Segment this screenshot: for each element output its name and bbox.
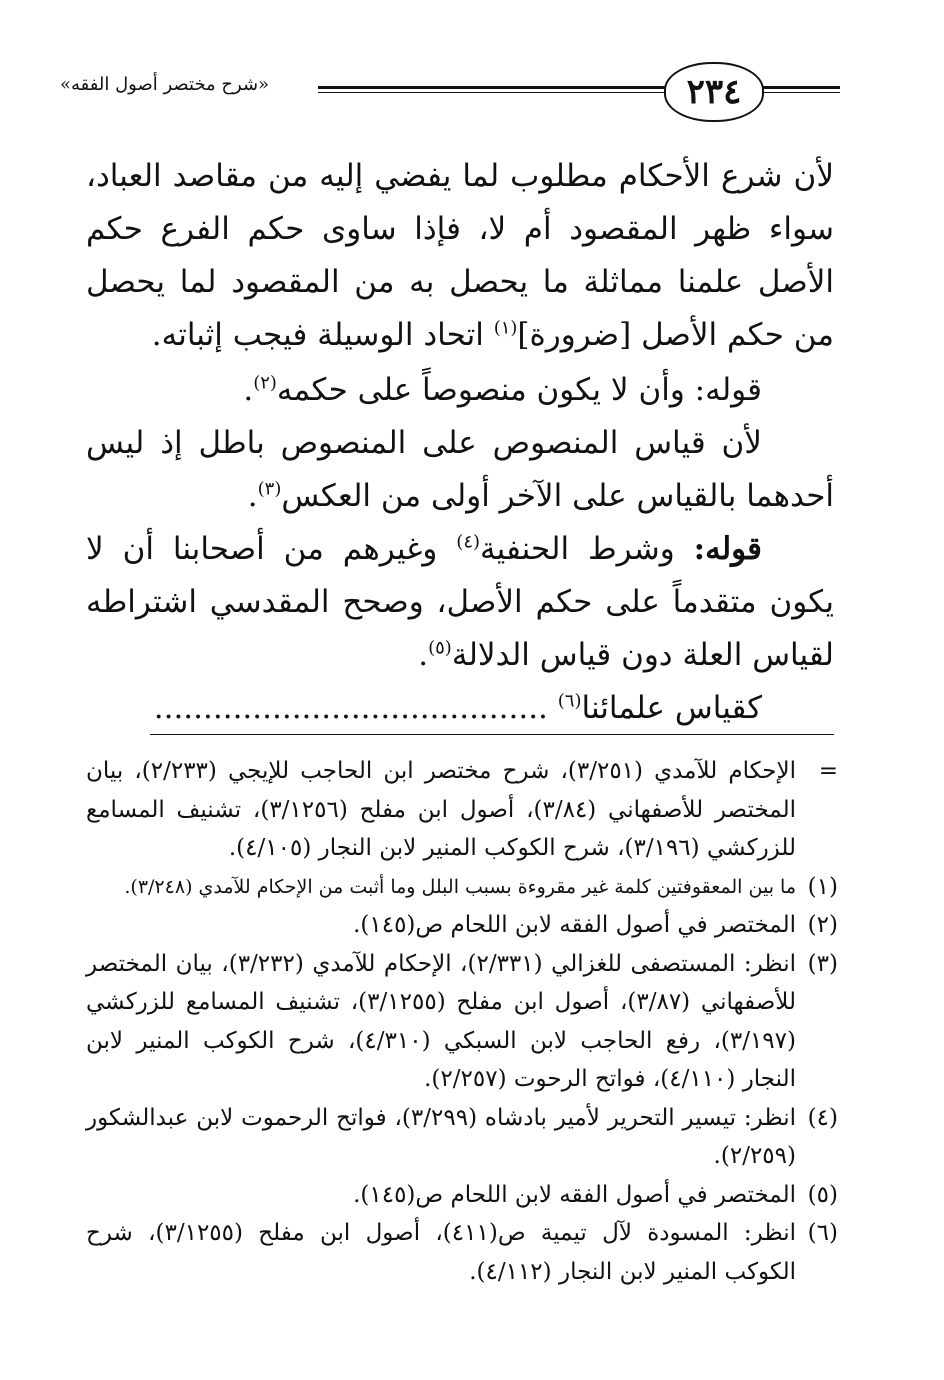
paragraph-1	[86, 150, 834, 362]
quote-1-end: .	[243, 372, 254, 408]
footnote-number: (٣)	[807, 950, 838, 977]
footnote-number: (٤)	[807, 1104, 838, 1131]
main-text	[86, 150, 834, 735]
continuation-text: الإحكام للآمدي (٣/٢٥١)، شرح مختصر ابن الحاجب للإيجي (٢/٢٣٣)، بيان المختصر للأصفهاني (٣/٨٤)، أصول ابن مفلح (٣/١٢٥٦)، تشنيف المسامع للزركشي (٣/١٩٦)، شرح الكوكب المنير لابن النجار (٤/١٠٥).	[86, 758, 796, 861]
header-rule-left	[318, 86, 680, 93]
header-rule-right	[752, 86, 840, 93]
footnote-ref-6: (٦)	[557, 690, 582, 712]
quote-2-text: وشرط الحنفية	[480, 531, 694, 567]
paragraph-3-text: كقياس علمائنا	[581, 690, 762, 726]
footnote-ref-1: (١)	[493, 317, 518, 339]
paragraph-2-end: .	[247, 478, 258, 514]
footnotes	[86, 752, 838, 1291]
quote-1	[86, 364, 834, 417]
footnote-5	[86, 1176, 838, 1215]
quote-2-mid: وغيرهم من أصحابنا أن لا يكون متقدماً على حكم الأصل، وصحح المقدسي اشتراطه لقياس العلة دون قياس الدلالة	[86, 531, 834, 673]
footnote-3	[86, 945, 838, 1099]
paragraph-3	[86, 682, 834, 735]
quote-2-lead: قوله:	[693, 531, 762, 567]
footnote-separator	[150, 734, 834, 735]
paragraph-1-text: لأن شرع الأحكام مطلوب لما يفضي إليه من مقاصد العباد، سواء ظهر المقصود أم لا، فإذا ساوى حكم الفرع حكم الأصل علمنا مماثلة ما يحصل به من المقصود لما يحصل من حكم الأصل [ضرورة]	[86, 158, 834, 353]
footnote-number: (٥)	[807, 1181, 838, 1208]
footnote-1	[86, 868, 838, 907]
footnote-text: انظر: تيسير التحرير لأمير بادشاه (٣/٢٩٩)، فواتح الرحموت لابن عبدالشكور (٢/٢٥٩).	[86, 1104, 796, 1169]
footnote-text: ما بين المعقوفتين كلمة غير مقروءة بسبب البلل وما أثبت من الإحكام للآمدي (٣/٢٤٨).	[124, 875, 796, 898]
quote-2	[86, 523, 834, 682]
page-number: ٢٣٤	[664, 62, 764, 122]
footnote-2	[86, 906, 838, 945]
footnote-text: انظر: المسودة لآل تيمية ص(٤١١)، أصول ابن مفلح (٣/١٢٥٥)، شرح الكوكب المنير لابن النجار (٤/١١٢).	[86, 1220, 796, 1285]
footnote-6	[86, 1214, 838, 1291]
footnote-number: (١)	[807, 873, 838, 900]
footnote-number: (٦)	[807, 1220, 838, 1246]
footnote-ref-4: (٤)	[456, 531, 481, 553]
footnote-ref-3: (٣)	[257, 478, 282, 500]
footnote-continuation	[86, 752, 838, 868]
footnote-text: انظر: المستصفى للغزالي (٢/٣٣١)، الإحكام للآمدي (٣/٢٣٢)، بيان المختصر للأصفهاني (٣/٨٧)، أصول ابن مفلح (٣/١٢٥٥)، تشنيف المسامع للزركشي (٣/١٩٧)، رفع الحاجب لابن السبكي (٤/٣١٠)، شرح الكوكب المنير لابن النجار (٤/١١٠)، فواتح الرحوت (٢/٢٥٧).	[86, 950, 796, 1092]
continuation-mark: =	[818, 758, 838, 784]
quote-2-end: .	[418, 637, 429, 673]
ellipsis-dots: ........................................	[153, 690, 558, 726]
page-header	[60, 62, 840, 126]
running-title: «شرح مختصر أصول الفقه»	[60, 74, 270, 95]
footnote-ref-2: (٢)	[253, 372, 277, 394]
footnote-number: (٢)	[807, 912, 838, 938]
footnote-text: المختصر في أصول الفقه لابن اللحام ص(١٤٥).	[353, 912, 796, 938]
footnote-4	[86, 1099, 838, 1176]
quote-1-text: قوله: وأن لا يكون منصوصاً على حكمه	[276, 372, 762, 408]
paragraph-1-end: اتحاد الوسيلة فيجب إثباته.	[151, 317, 494, 353]
footnote-text: المختصر في أصول الفقه لابن اللحام ص(١٤٥).	[353, 1181, 796, 1208]
footnote-ref-5: (٥)	[428, 637, 452, 659]
paragraph-2-text: لأن قياس المنصوص على المنصوص باطل إذ ليس أحدهما بالقياس على الآخر أولى من العكس	[86, 425, 834, 514]
paragraph-2	[86, 417, 834, 523]
